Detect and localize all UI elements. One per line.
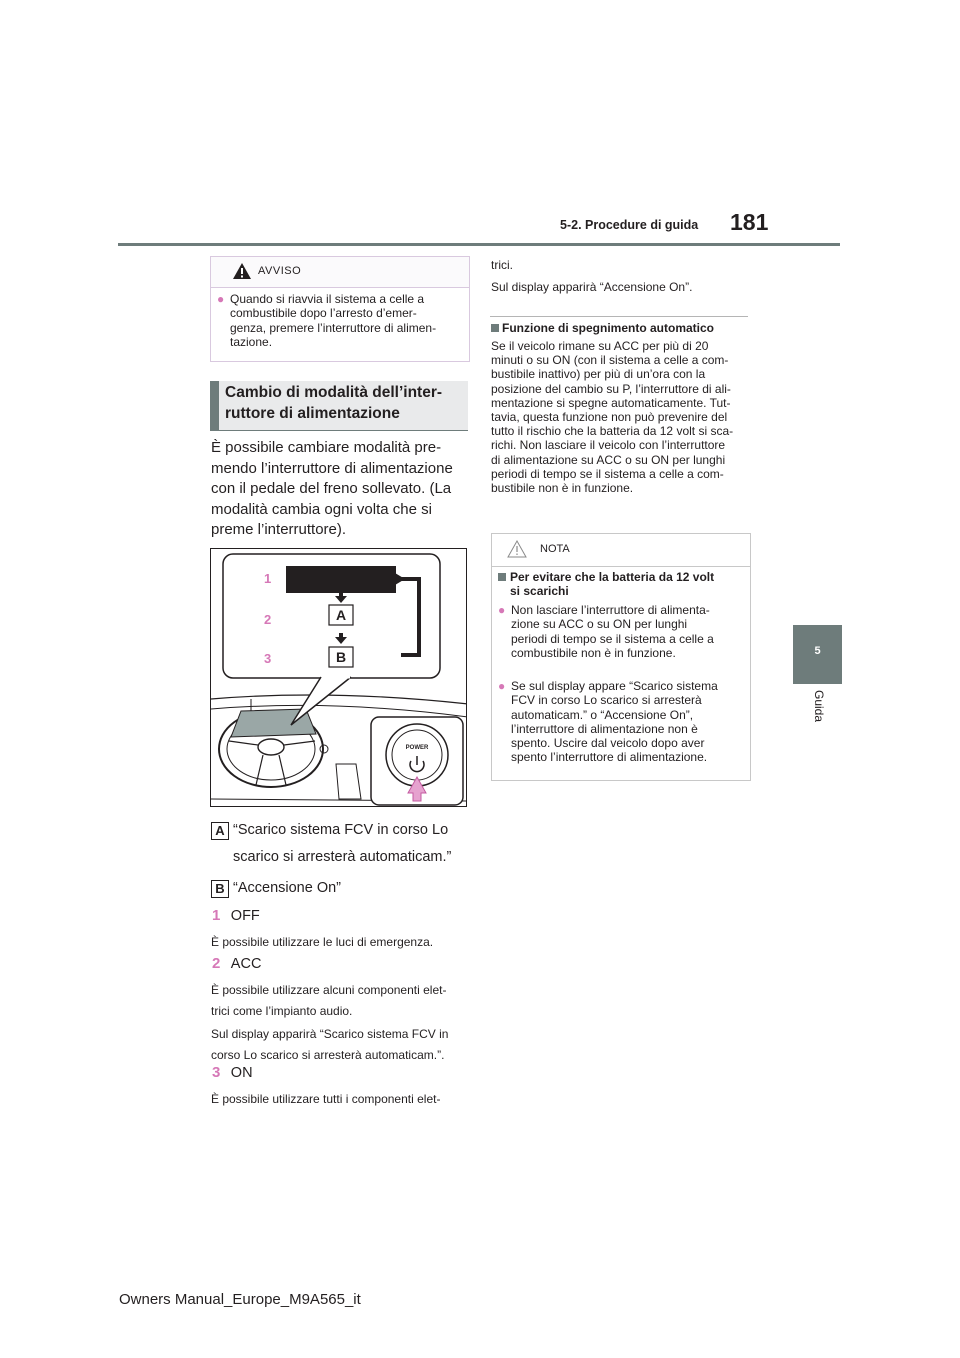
bullet-dot-icon: ●	[498, 679, 506, 693]
square-bullet-icon	[491, 324, 499, 332]
footer-manual-id: Owners Manual_Europe_M9A565_it	[119, 1291, 361, 1308]
mode-3-heading	[212, 1064, 253, 1082]
note-line: FCV in corso Lo scarico si arresterà	[511, 693, 702, 708]
intro-line: preme l’interruttore).	[211, 521, 347, 538]
power-button-label: POWER	[405, 745, 429, 751]
note-line: spento. Uscire dal veicolo dopo aver	[511, 736, 705, 751]
note-bullet-1	[498, 603, 746, 660]
section-heading	[210, 381, 468, 431]
warning-text-line: genza, premere l’interruttore di alimen-	[230, 320, 437, 335]
intro-line: È possibile cambiare modalità pre-	[211, 439, 442, 456]
warning-text-line: combustibile dopo l’arresto d’emer-	[230, 306, 417, 321]
note-line: zione su ACC o su ON per lunghi	[511, 617, 688, 632]
bullet-dot-icon: ●	[217, 292, 225, 306]
auto-off-line: tavia, questa funzione non può prevenire del	[491, 410, 728, 425]
mode-1-number: 1	[212, 907, 221, 924]
page-number: 181	[730, 209, 769, 235]
mode-2-desc	[211, 983, 448, 1062]
section-heading-line: ruttore di alimentazione	[225, 405, 400, 422]
note-line: spento l’interruttore di alimentazione.	[511, 750, 708, 765]
auto-off-line: bustibile inattivo) per più di un’ora con la	[491, 367, 706, 382]
mode-2-heading	[212, 955, 261, 973]
mode-number: 2	[264, 612, 272, 627]
note-subhead-line: si scarichi	[510, 584, 569, 599]
box-label: B	[335, 649, 347, 665]
mode-number: 3	[264, 651, 272, 666]
intro-line: con il pedale del freno sollevato. (La	[211, 480, 452, 497]
auto-off-line: richi. Non lasciare il veicolo con l’interruttore	[491, 438, 726, 453]
note-title: NOTA	[540, 543, 570, 555]
continued-text-1: trici.	[491, 258, 513, 272]
chapter-tab-label: Guida	[812, 690, 826, 723]
mode-2-name: ACC	[230, 956, 262, 972]
note-line: combustibile non è in funzione.	[511, 645, 676, 660]
legend-a-box: A	[211, 822, 229, 840]
warning-bullet	[217, 292, 465, 349]
note-line: Non lasciare l’interruttore di alimenta-	[511, 603, 710, 617]
mode-3-name: ON	[230, 1065, 253, 1081]
auto-off-line: mentazione si spegne automaticamente. Tut-	[491, 395, 731, 410]
mode-2-line: trici come l’impianto audio.	[211, 1004, 353, 1018]
chapter-tab: 5	[793, 625, 842, 684]
legend-a-line: scarico si arresterà automaticam.”	[233, 849, 452, 865]
header-rule	[118, 243, 840, 246]
box-label: A	[335, 607, 347, 623]
auto-off-title: Funzione di spegnimento automatico	[502, 321, 715, 335]
auto-off-line: periodi di tempo se il sistema a celle a com-	[491, 466, 724, 481]
auto-off-line: minuti o su ON (con il sistema a celle a com-	[491, 353, 729, 368]
mode-1-name: OFF	[230, 908, 260, 924]
intro-line: mendo l’interruttore di alimentazione	[211, 459, 453, 477]
legend-a-line: “Scarico sistema FCV in corso Lo	[233, 822, 449, 838]
legend-b	[211, 880, 229, 898]
power-switch-illustration	[210, 548, 467, 807]
mode-3-number: 3	[212, 1064, 221, 1081]
mode-2-line: Sul display apparirà “Scarico sistema FCV in	[211, 1027, 449, 1041]
warning-text-line: Quando si riavvia il sistema a celle a	[230, 292, 425, 306]
note-subhead-line: Per evitare che la batteria da 12 volt	[510, 570, 715, 584]
legend-b-text: “Accensione On”	[233, 880, 341, 896]
note-box-title	[492, 534, 750, 567]
auto-off-line: tutto il rischio che la batteria da 12 volt si sca-	[491, 424, 734, 439]
caution-triangle-icon	[507, 540, 527, 558]
warning-title: AVVISO	[258, 265, 302, 277]
warning-triangle-icon	[232, 262, 252, 280]
note-box	[491, 533, 751, 781]
note-subhead	[498, 570, 746, 598]
mode-2-line: È possibile utilizzare alcuni componenti elet-	[211, 983, 447, 997]
auto-off-paragraph	[491, 339, 753, 495]
warning-box	[210, 256, 470, 362]
mode-2-line: corso Lo scarico si arresterà automaticam.”.	[211, 1048, 445, 1062]
legend-a-text	[233, 822, 451, 865]
auto-off-heading	[491, 321, 714, 335]
auto-off-line: bustibile non è in funzione.	[491, 481, 634, 496]
mode-3-desc: È possibile utilizzare tutti i componenti elet-	[211, 1092, 441, 1106]
legend-a	[211, 822, 229, 840]
note-line: automaticam.” o “Accensione On”,	[511, 707, 694, 722]
note-line: l’interruttore di alimentazione non è	[511, 721, 698, 736]
intro-paragraph	[211, 438, 471, 541]
note-line: periodi di tempo se il sistema a celle a	[511, 631, 714, 646]
mode-2-number: 2	[212, 955, 221, 972]
square-bullet-icon	[498, 573, 506, 581]
note-line: Se sul display appare “Scarico sistema	[511, 679, 718, 693]
auto-off-line: posizione del cambio su P, l’interruttore di ali-	[491, 381, 731, 396]
section-heading-line: Cambio di modalità dell’inter-	[225, 384, 443, 401]
auto-off-line: di alimentazione su ACC o su ON per lunghi	[491, 452, 726, 467]
separator-rule	[490, 316, 748, 317]
continued-text-2: Sul display apparirà “Accensione On”.	[491, 280, 693, 294]
mode-1-heading	[212, 907, 260, 925]
mode-number: 1	[264, 571, 272, 586]
note-bullet-2	[498, 679, 746, 765]
auto-off-line: Se il veicolo rimane su ACC per più di 20	[491, 339, 709, 353]
intro-line: modalità cambia ogni volta che si	[211, 500, 432, 518]
section-header: 5-2. Procedure di guida	[560, 218, 699, 232]
warning-text-line: tazione.	[230, 334, 273, 349]
bullet-dot-icon: ●	[498, 603, 506, 617]
warning-box-title	[211, 257, 469, 288]
dashboard-drawing	[211, 549, 467, 807]
legend-b-box: B	[211, 880, 229, 898]
mode-1-desc: È possibile utilizzare le luci di emergenza.	[211, 935, 434, 949]
